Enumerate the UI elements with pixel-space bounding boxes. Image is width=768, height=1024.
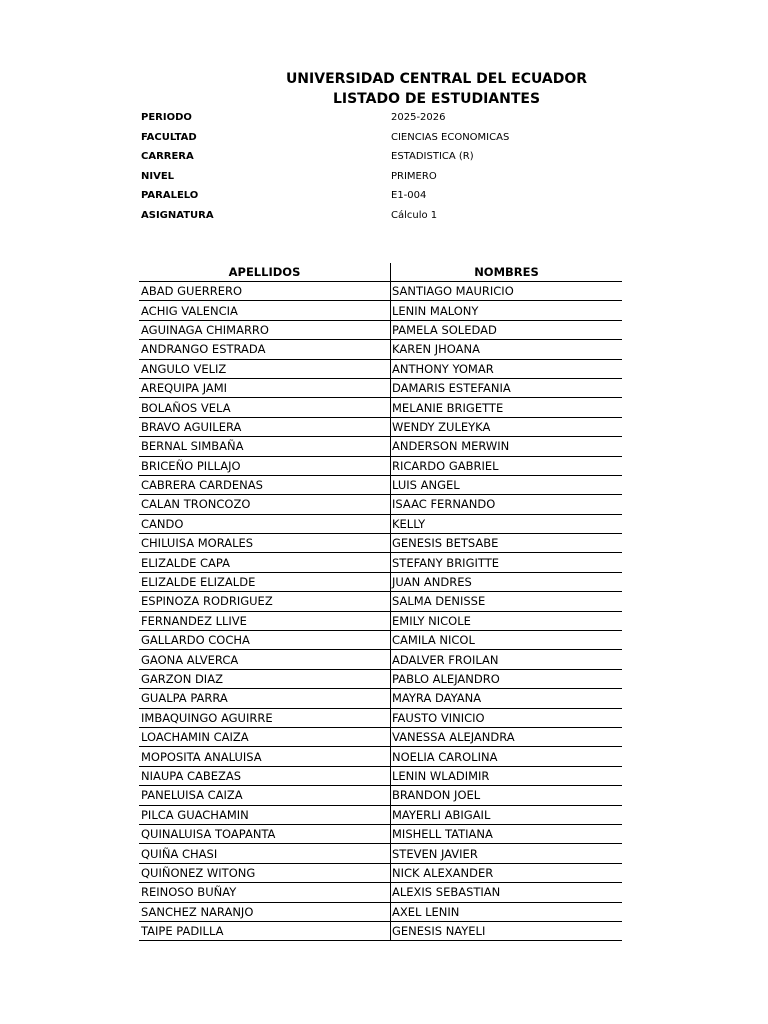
- cell-apellidos: CABRERA CARDENAS: [141, 478, 263, 493]
- cell-apellidos: ABAD GUERRERO: [141, 284, 243, 299]
- cell-apellidos: GALLARDO COCHA: [141, 633, 250, 648]
- cell-apellidos: LOACHAMIN CAIZA: [141, 730, 249, 745]
- table-row: [139, 573, 622, 592]
- table-row: [139, 883, 622, 902]
- info-row: [141, 128, 561, 148]
- cell-apellidos: GARZON DIAZ: [141, 672, 223, 686]
- cell-nombres: SANTIAGO MAURICIO: [390, 282, 622, 300]
- cell-apellidos: QUINALUISA TOAPANTA: [141, 827, 276, 842]
- cell-apellidos: TAIPE PADILLA: [141, 924, 224, 939]
- cell-nombres: PAMELA SOLEDAD: [390, 321, 622, 339]
- cell-apellidos: CANDO: [141, 516, 184, 531]
- cell-apellidos: PANELUISA CAIZA: [141, 788, 243, 803]
- cell-nombres: JUAN ANDRES: [390, 573, 622, 591]
- table-row: [139, 689, 622, 708]
- cell-nombres: PABLO ALEJANDRO: [390, 670, 622, 688]
- table-row: [139, 592, 622, 611]
- table-row: [139, 631, 622, 650]
- cell-nombres: WENDY ZULEYKA: [390, 418, 622, 436]
- table-row: [139, 864, 622, 883]
- cell-nombres: EMILY NICOLE: [390, 612, 622, 630]
- table-row: [139, 476, 622, 495]
- table-row: [139, 709, 622, 728]
- table-row: [139, 282, 622, 301]
- university-name: UNIVERSIDAD CENTRAL DEL ECUADOR: [285, 71, 588, 87]
- cell-nombres: MAYERLI ABIGAIL: [390, 806, 622, 824]
- header-nombres: NOMBRES: [390, 263, 622, 281]
- table-row: [139, 495, 622, 514]
- cell-apellidos: GUALPA PARRA: [141, 691, 228, 706]
- cell-apellidos: IMBAQUINGO AGUIRRE: [141, 710, 273, 725]
- course-info: [141, 108, 561, 225]
- table-row: [139, 553, 622, 572]
- cell-nombres: GENESIS BETSABE: [390, 534, 622, 552]
- info-row: [141, 147, 561, 167]
- cell-apellidos: GAONA ALVERCA: [141, 652, 239, 667]
- table-row: [139, 612, 622, 631]
- cell-nombres: GENESIS NAYELI: [390, 922, 622, 940]
- info-row: [141, 167, 561, 187]
- info-label: NIVEL: [141, 170, 175, 182]
- cell-apellidos: ANDRANGO ESTRADA: [141, 342, 266, 357]
- cell-nombres: VANESSA ALEJANDRA: [390, 728, 622, 746]
- table-row: [139, 922, 622, 941]
- info-value: PRIMERO: [391, 170, 437, 182]
- header-apellidos: APELLIDOS: [228, 265, 301, 279]
- table-row: [139, 301, 622, 320]
- table-row: [139, 340, 622, 359]
- cell-apellidos: BRICEÑO PILLAJO: [141, 458, 241, 473]
- cell-nombres: STEFANY BRIGITTE: [390, 553, 622, 571]
- cell-apellidos: ELIZALDE CAPA: [141, 555, 230, 570]
- info-value: Cálculo 1: [391, 209, 438, 221]
- table-row: [139, 534, 622, 553]
- cell-nombres: LENIN MALONY: [390, 301, 622, 319]
- cell-apellidos: QUIÑA CHASI: [141, 846, 218, 861]
- table-row: [139, 806, 622, 825]
- table-row: [139, 457, 622, 476]
- table-row: [139, 398, 622, 417]
- cell-nombres: MAYRA DAYANA: [390, 689, 622, 707]
- cell-apellidos: BRAVO AGUILERA: [141, 419, 242, 434]
- table-row: [139, 418, 622, 437]
- cell-apellidos: ACHIG VALENCIA: [141, 303, 238, 318]
- table-row: [139, 786, 622, 805]
- cell-nombres: ALEXIS SEBASTIAN: [390, 883, 622, 901]
- cell-apellidos: QUIÑONEZ WITONG: [141, 865, 256, 880]
- cell-nombres: ADALVER FROILAN: [390, 650, 622, 668]
- info-row: [141, 206, 561, 226]
- info-value: 2025-2026: [391, 112, 446, 124]
- cell-nombres: FAUSTO VINICIO: [390, 709, 622, 727]
- cell-apellidos: BOLAÑOS VELA: [141, 400, 231, 415]
- cell-nombres: KELLY: [390, 515, 622, 533]
- info-label: ASIGNATURA: [141, 209, 214, 221]
- cell-nombres: STEVEN JAVIER: [390, 844, 622, 862]
- cell-nombres: DAMARIS ESTEFANIA: [390, 379, 622, 397]
- student-table: [139, 263, 622, 941]
- info-label: FACULTAD: [141, 131, 197, 143]
- cell-apellidos: ELIZALDE ELIZALDE: [141, 575, 256, 590]
- list-title: LISTADO DE ESTUDIANTES: [332, 91, 541, 107]
- cell-nombres: RICARDO GABRIEL: [390, 457, 622, 475]
- table-row: [139, 360, 622, 379]
- table-row: [139, 650, 622, 669]
- cell-apellidos: PILCA GUACHAMIN: [141, 807, 249, 822]
- cell-apellidos: SANCHEZ NARANJO: [141, 904, 254, 919]
- table-row: [139, 903, 622, 922]
- cell-nombres: MELANIE BRIGETTE: [390, 398, 622, 416]
- info-value: ESTADISTICA (R): [391, 151, 474, 163]
- cell-apellidos: CHILUISA MORALES: [141, 536, 254, 551]
- cell-nombres: ISAAC FERNANDO: [390, 495, 622, 513]
- cell-apellidos: MOPOSITA ANALUISA: [141, 749, 262, 764]
- info-value: E1-004: [391, 190, 427, 202]
- cell-nombres: CAMILA NICOL: [390, 631, 622, 649]
- table-row: [139, 670, 622, 689]
- cell-apellidos: BERNAL SIMBAÑA: [141, 439, 244, 454]
- cell-apellidos: AREQUIPA JAMI: [141, 381, 228, 396]
- cell-nombres: SALMA DENISSE: [390, 592, 622, 610]
- table-row: [139, 321, 622, 340]
- info-row: [141, 108, 561, 128]
- table-row: [139, 767, 622, 786]
- table-row: [139, 825, 622, 844]
- table-row: [139, 728, 622, 747]
- cell-apellidos: REINOSO BUÑAY: [141, 885, 237, 900]
- cell-apellidos: AGUINAGA CHIMARRO: [141, 322, 269, 337]
- cell-nombres: NOELIA CAROLINA: [390, 747, 622, 765]
- cell-nombres: KAREN JHOANA: [390, 340, 622, 358]
- table-header: [139, 263, 622, 282]
- table-row: [139, 437, 622, 456]
- cell-nombres: MISHELL TATIANA: [390, 825, 622, 843]
- cell-nombres: BRANDON JOEL: [390, 786, 622, 804]
- cell-apellidos: ANGULO VELIZ: [141, 361, 227, 376]
- cell-apellidos: NIAUPA CABEZAS: [141, 768, 242, 783]
- cell-nombres: LUIS ANGEL: [390, 476, 622, 494]
- cell-nombres: NICK ALEXANDER: [390, 864, 622, 882]
- info-label: CARRERA: [141, 151, 194, 163]
- cell-nombres: ANDERSON MERWIN: [390, 437, 622, 455]
- table-row: [139, 747, 622, 766]
- cell-apellidos: FERNANDEZ LLIVE: [141, 613, 247, 628]
- cell-apellidos: CALAN TRONCOZO: [141, 497, 251, 512]
- cell-nombres: AXEL LENIN: [390, 903, 622, 921]
- table-row: [139, 844, 622, 863]
- cell-nombres: LENIN WLADIMIR: [390, 767, 622, 785]
- info-value: CIENCIAS ECONOMICAS: [391, 131, 510, 143]
- table-row: [139, 515, 622, 534]
- cell-apellidos: ESPINOZA RODRIGUEZ: [141, 594, 273, 609]
- info-row: [141, 186, 561, 206]
- info-label: PARALELO: [141, 190, 199, 202]
- table-body: [139, 282, 622, 941]
- cell-nombres: ANTHONY YOMAR: [390, 360, 622, 378]
- info-label: PERIODO: [141, 112, 192, 124]
- table-row: [139, 379, 622, 398]
